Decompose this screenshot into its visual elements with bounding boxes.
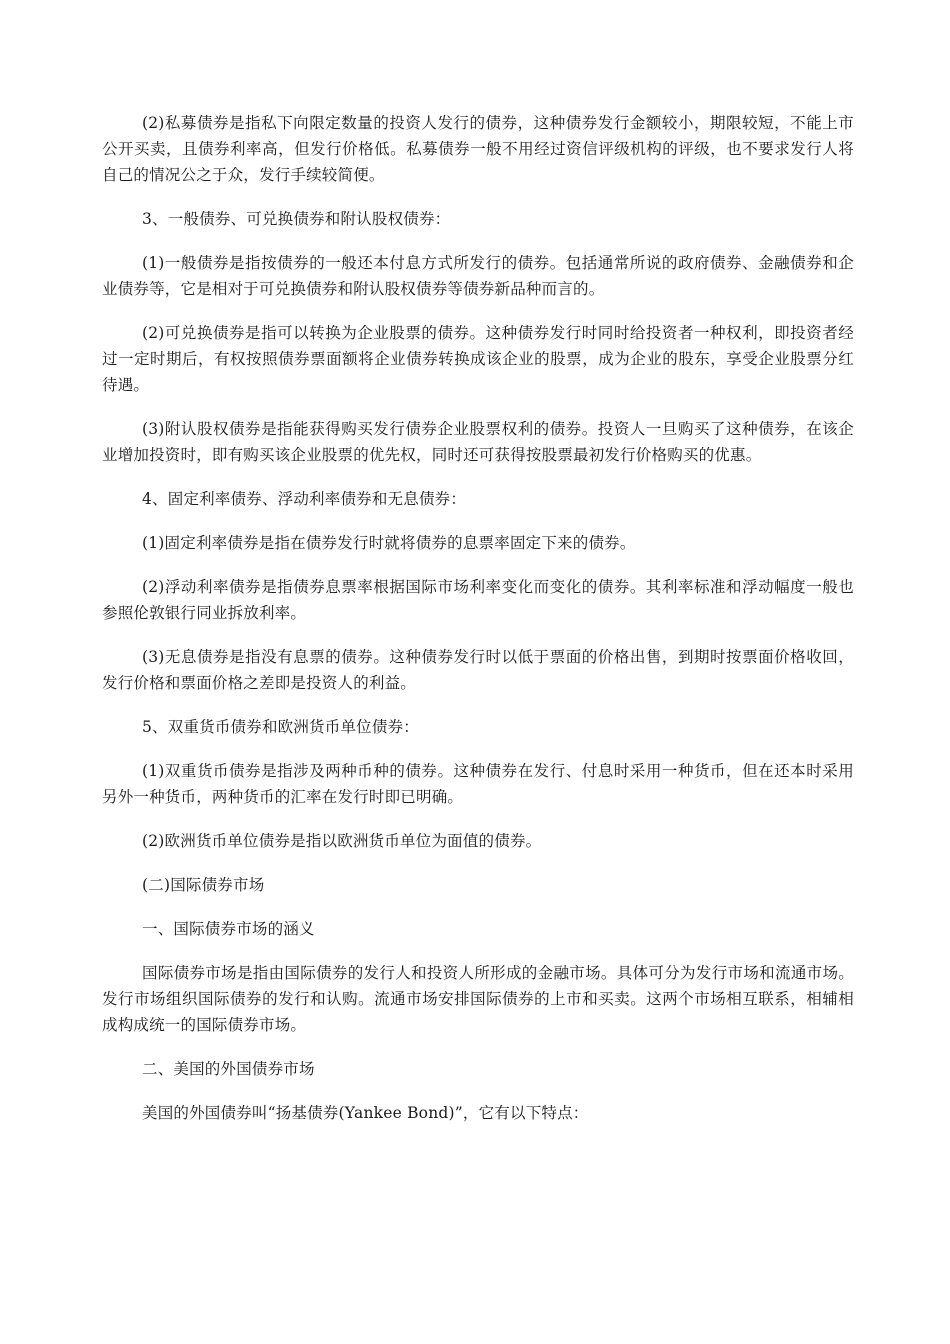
- heading-dual-currency-ecu-bonds: 5、双重货币债券和欧洲货币单位债券：: [142, 718, 419, 736]
- heading-general-convertible-warrant-bonds: 3、一般债券、可兑换债券和附认股权债券：: [142, 210, 451, 228]
- paragraph-private-placement-bonds: (2)私募债券是指私下向限定数量的投资人发行的债券，这种债券发行金额较小，期限较短，不能上市公开买卖，且债券利率高，但发行价格低。私募债券一般不用经过资信评级机构的评级，也不要求发行人将自己的情况公之于众，发行手续较简便。: [102, 114, 854, 184]
- paragraph-zero-coupon-bonds: (3)无息债券是指没有息票的债券。这种债券发行时以低于票面的价格出售，到期时按票面价格收回，发行价格和票面价格之差即是投资人的利益。: [102, 648, 854, 692]
- paragraph-floating-rate-bonds: (2)浮动利率债券是指债券息票率根据国际市场利率变化而变化的债券。其利率标准和浮动幅度一般也参照伦敦银行同业拆放利率。: [102, 578, 854, 622]
- section-heading-international-bond-market: (二)国际债券市场: [142, 876, 265, 894]
- subheading-market-definition: 一、国际债券市场的涵义: [142, 920, 315, 938]
- paragraph-yankee-bond: 美国的外国债券叫“扬基债券(Yankee Bond)”，它有以下特点：: [142, 1104, 589, 1122]
- heading-fixed-floating-zero-bonds: 4、固定利率债券、浮动利率债券和无息债券：: [142, 490, 467, 508]
- paragraph-general-bonds: (1)一般债券是指按债券的一般还本付息方式所发行的债券。包括通常所说的政府债券、金融债券和企业债券等，它是相对于可兑换债券和附认股权债券等债券新品种而言的。: [102, 254, 854, 298]
- paragraph-warrant-bonds: (3)附认股权债券是指能获得购买发行债券企业股票权利的债券。投资人一旦购买了这种债券，在该企业增加投资时，即有购买该企业股票的优先权，同时还可获得按股票最初发行价格购买的优惠。: [102, 420, 854, 464]
- paragraph-convertible-bonds: (2)可兑换债券是指可以转换为企业股票的债券。这种债券发行时同时给投资者一种权利，即投资者经过一定时期后，有权按照债券票面额将企业债券转换成该企业的股票，成为企业的股东，享受企业股票分红待遇。: [102, 324, 854, 394]
- paragraph-dual-currency-bonds: (1)双重货币债券是指涉及两种币种的债券。这种债券在发行、付息时采用一种货币，但在还本时采用另外一种货币，两种货币的汇率在发行时即已明确。: [102, 762, 854, 806]
- subheading-us-foreign-bond-market: 二、美国的外国债券市场: [142, 1060, 315, 1078]
- paragraph-ecu-bonds: (2)欧洲货币单位债券是指以欧洲货币单位为面值的债券。: [142, 832, 542, 850]
- document-page: [102, 110, 854, 1144]
- paragraph-market-definition: 国际债券市场是指由国际债券的发行人和投资人所形成的金融市场。具体可分为发行市场和流通市场。发行市场组织国际债券的发行和认购。流通市场安排国际债券的上市和买卖。这两个市场相互联系，相辅相成构成统一的国际债券市场。: [102, 964, 854, 1034]
- paragraph-fixed-rate-bonds: (1)固定利率债券是指在债券发行时就将债券的息票率固定下来的债券。: [142, 534, 636, 552]
